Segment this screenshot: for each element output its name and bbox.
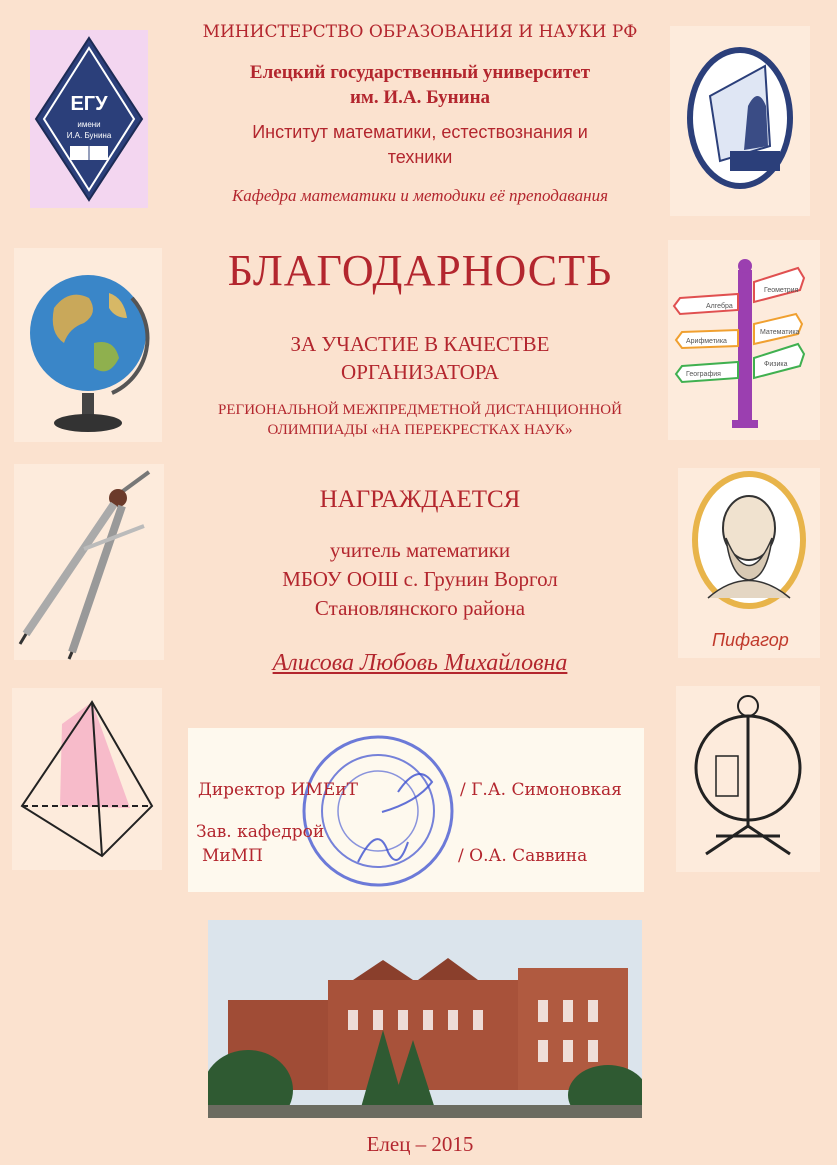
sign-label-3: Математика bbox=[760, 329, 800, 336]
signpost-icon bbox=[668, 240, 820, 440]
institute-line2: техники bbox=[387, 147, 453, 167]
gyroscope-icon bbox=[676, 686, 820, 872]
pythagoras-tile bbox=[678, 468, 820, 658]
olympiad-line1: РЕГИОНАЛЬНОЙ МЕЖПРЕДМЕТНОЙ ДИСТАНЦИОННОЙ bbox=[218, 402, 622, 418]
logo-abbr: ЕГУ bbox=[70, 93, 108, 115]
university-building-photo bbox=[208, 920, 642, 1118]
university-logo-tile bbox=[30, 30, 148, 208]
director-label: Директор ИМЕиТ bbox=[198, 780, 358, 800]
certificate-subtitle bbox=[210, 330, 630, 386]
head-name: / О.А. Саввина bbox=[458, 846, 588, 866]
recipient-name bbox=[150, 650, 690, 677]
subtitle-line2: ОРГАНИЗАТОРА bbox=[341, 360, 499, 384]
city-year: Елец – 2015 bbox=[366, 1132, 474, 1156]
signpost-tile bbox=[668, 240, 820, 440]
recipient-position bbox=[200, 536, 640, 623]
compass-tile bbox=[14, 464, 164, 660]
sign-label-4: География bbox=[686, 371, 721, 378]
building-illustration bbox=[208, 920, 642, 1118]
university-line1: Елецкий государственный университет bbox=[249, 62, 591, 83]
logo-text2: И.А. Бунина bbox=[66, 131, 112, 140]
head-label-line1: Зав. кафедрой bbox=[196, 822, 325, 842]
department-name: Кафедра математики и методики её преподавания bbox=[231, 186, 609, 205]
drawing-compass-icon bbox=[14, 464, 164, 660]
olympiad-name bbox=[170, 400, 670, 440]
certificate-title: БЛАГОДАРНОСТЬ bbox=[227, 246, 613, 295]
director-name: / Г.А. Симоновкая bbox=[460, 780, 622, 800]
teacher-line1: учитель математики bbox=[329, 538, 511, 562]
subtitle-line1: ЗА УЧАСТИЕ В КАЧЕСТВЕ bbox=[290, 332, 550, 356]
gyroscope-tile bbox=[676, 686, 820, 872]
tetrahedron-icon bbox=[12, 688, 162, 870]
sign-label-1: Геометрия bbox=[764, 287, 799, 294]
recipient-name-text: Алисова Любовь Михайловна bbox=[272, 650, 568, 676]
official-stamp bbox=[298, 732, 458, 890]
institute-line1: Институт математики, естествознания и bbox=[252, 122, 588, 142]
sign-label-2: Арифметика bbox=[686, 338, 727, 345]
portrait-caption: Пифагор bbox=[712, 630, 789, 650]
signature-block bbox=[188, 728, 644, 892]
globe-icon bbox=[14, 248, 162, 442]
sign-label-0: Алгебра bbox=[706, 303, 733, 310]
pythagoras-portrait bbox=[678, 468, 820, 618]
olympiad-line2: ОЛИМПИАДЫ «НА ПЕРЕКРЕСТКАХ НАУК» bbox=[267, 422, 573, 438]
university-name bbox=[150, 60, 690, 110]
emblem-tile bbox=[670, 26, 810, 216]
institute-name bbox=[180, 120, 660, 170]
ministry-heading: МИНИСТЕРСТВО ОБРАЗОВАНИЯ И НАУКИ РФ bbox=[202, 22, 638, 42]
teacher-line2: МБОУ ООШ с. Грунин Воргол bbox=[282, 567, 558, 591]
university-line2: им. И.А. Бунина bbox=[349, 87, 491, 108]
university-logo bbox=[30, 30, 148, 208]
awarded-heading: НАГРАЖДАЕТСЯ bbox=[319, 486, 521, 513]
bunin-monument-emblem bbox=[670, 26, 810, 216]
logo-text1: имени bbox=[77, 120, 101, 129]
globe-tile bbox=[14, 248, 162, 442]
tetrahedron-tile bbox=[12, 688, 162, 870]
sign-label-5: Физика bbox=[764, 361, 788, 368]
head-label-line2: МиМП bbox=[202, 846, 263, 866]
teacher-line3: Становлянского района bbox=[314, 596, 526, 620]
